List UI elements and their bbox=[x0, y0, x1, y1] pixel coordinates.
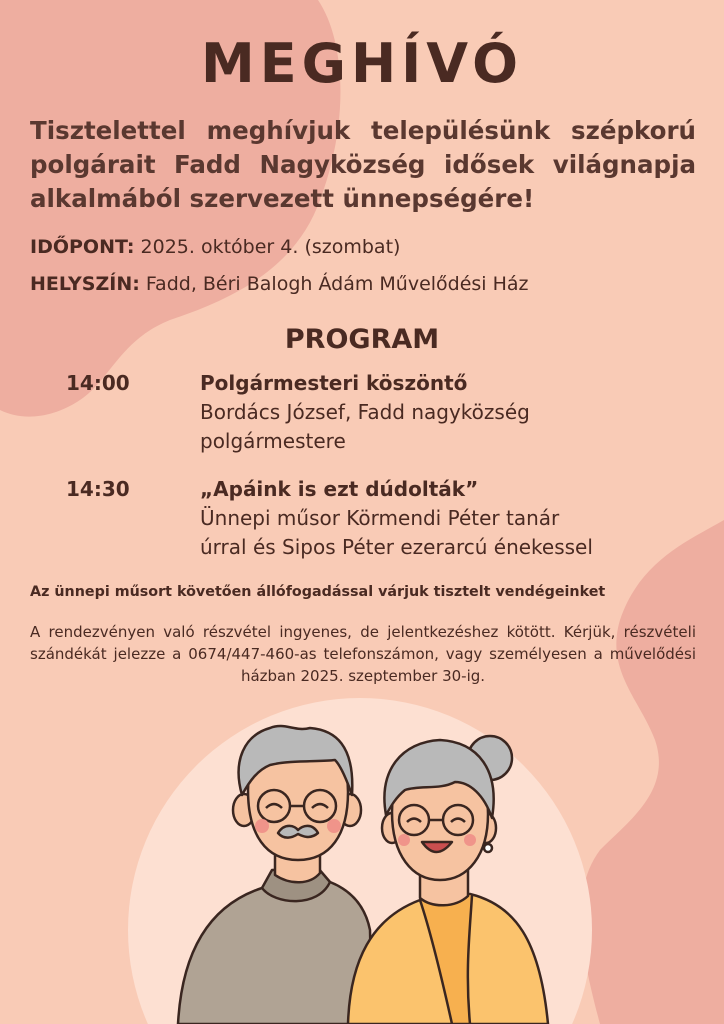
date-label: IDŐPONT: bbox=[30, 236, 135, 258]
program-time: 14:30 bbox=[66, 477, 130, 501]
grandmother-figure bbox=[348, 736, 548, 1024]
invitation-title: MEGHÍVÓ bbox=[201, 32, 523, 95]
program-item-line: polgármestere bbox=[200, 429, 346, 453]
program-time: 14:00 bbox=[66, 371, 130, 395]
grandfather-figure bbox=[178, 726, 372, 1024]
program-item-title: Polgármesteri köszöntő bbox=[200, 371, 468, 395]
place-value: Fadd, Béri Balogh Ádám Művelődési Ház bbox=[139, 273, 529, 295]
program-item-line: Bordács József, Fadd nagyközség bbox=[200, 400, 530, 424]
program-item-line: Ünnepi műsor Körmendi Péter tanár bbox=[200, 506, 560, 530]
registration-paragraph: A rendezvényen való részvétel ingyenes, de jelentkezéshez kötött. Kérjük, részvételi szándékát jelezze a 0674/447-460-as telefonszámon, vagy személyesen a művelődési házban 2025. szeptember 30-ig. bbox=[30, 623, 696, 685]
program-item-line: úrral és Sipos Péter ezerarcú énekessel bbox=[200, 535, 593, 559]
intro-text: Tisztelettel meghívjuk településünk szépkorú polgárait Fadd Nagyközség idősek világnapja alkalmából szervezett ünnepségére! bbox=[30, 116, 696, 213]
date-value: 2025. október 4. (szombat) bbox=[134, 236, 401, 258]
place-label: HELYSZÍN: bbox=[30, 273, 140, 295]
reception-notice: Az ünnepi műsort követően állófogadással várjuk tisztelt vendégeinket bbox=[30, 584, 606, 600]
program-heading: PROGRAM bbox=[284, 324, 440, 355]
program-item-title: „Apáink is ezt dúdolták” bbox=[200, 477, 479, 501]
